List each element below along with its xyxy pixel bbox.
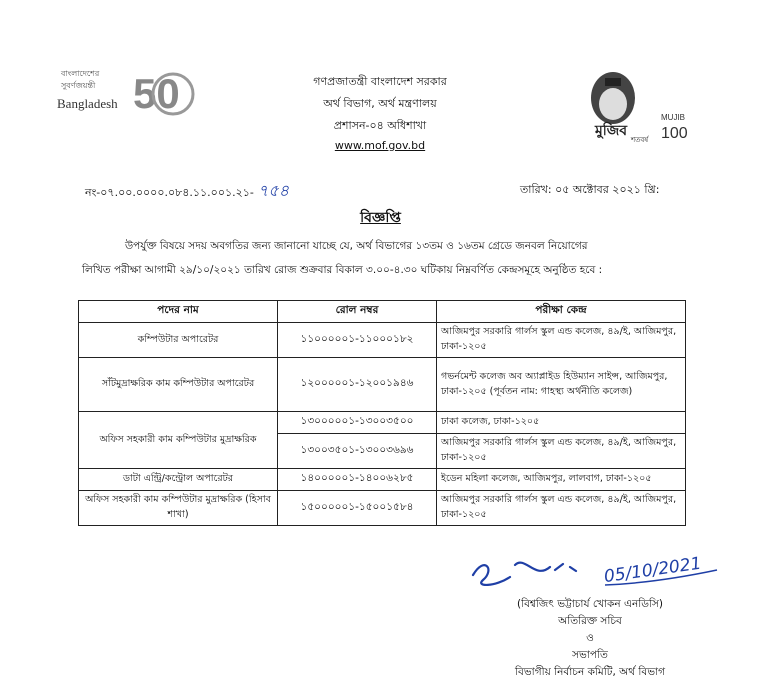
cell-post: অফিস সহকারী কাম কম্পিউটার মুদ্রাক্ষরিক (হিসাব শাখা) bbox=[79, 491, 278, 526]
logo-text-top: বাংলাদেশের bbox=[61, 69, 100, 78]
memo-number-text: নং-০৭.০০.০০০০.০৮৪.১১.০০১.২১- bbox=[85, 186, 254, 199]
table-row bbox=[79, 358, 686, 412]
table-row bbox=[79, 323, 686, 358]
table-row bbox=[79, 491, 686, 526]
golden-jubilee-logo bbox=[55, 62, 200, 142]
logo-mujib-text: মুজিব bbox=[595, 123, 628, 139]
logo-text-mid: সুবর্ণজয়ন্তী bbox=[61, 81, 96, 90]
cell-center: ঢাকা কলেজ, ঢাকা-১২০৫ bbox=[437, 412, 686, 434]
memo-number bbox=[85, 178, 289, 205]
cell-center: আজিমপুর সরকারি গার্লস স্কুল এন্ড কলেজ, ৪৯/ই, আজিমপুর, ঢাকা-১২০৫ bbox=[437, 434, 686, 469]
notice-title: বিজ্ঞপ্তি bbox=[360, 210, 401, 226]
cell-roll: ১২০০০০০১-১২০০১৯৪৬ bbox=[278, 358, 437, 412]
logo-100: 100 bbox=[661, 125, 688, 142]
body-line2: লিখিত পরীক্ষা আগামী ২৯/১০/২০২১ তারিখ রোজ শুক্রবার বিকাল ৩.০০-৪.৩০ ঘটিকায় নিম্নবর্ণিত কেন্দ্রসমূহে অনুষ্ঠিত হবে : bbox=[82, 264, 603, 276]
memo-date: তারিখ: ০৫ অক্টোবর ২০২১ খ্রি: bbox=[520, 183, 660, 196]
logo-shotoborsho: শতবর্ষ bbox=[631, 136, 649, 144]
cell-roll: ১৪০০০০০১-১৪০০৬২৮৫ bbox=[278, 469, 437, 491]
header-section: প্রশাসন-০৪ অধিশাখা bbox=[333, 119, 427, 132]
cell-post: সাঁটমুদ্রাক্ষরিক কাম কম্পিউটার অপারেটর bbox=[79, 358, 278, 412]
signatory-name: (বিশ্বজিৎ ভট্টাচার্য খোকন এনডিসি) bbox=[516, 598, 664, 610]
cell-center: আজিমপুর সরকারি গার্লস স্কুল এন্ড কলেজ, ৪৯/ই, আজিমপুর, ঢাকা-১২০৫ bbox=[437, 491, 686, 526]
signature-scribble bbox=[473, 563, 576, 585]
cell-center: ইডেন মহিলা কলেজ, আজিমপুর, লালবাগ, ঢাকা-১২০৫ bbox=[437, 469, 686, 491]
cell-center: গভর্নমেন্ট কলেজ অব অ্যাপ্লাইড হিউম্যান সাইন্স, আজিমপুর, ঢাকা-১২০৫ (পূর্বতন নাম: গাহস্থ্য অর্থনীতি কলেজ) bbox=[437, 358, 686, 412]
logo-number: 50 bbox=[133, 70, 180, 117]
signature-date: 05/10/2021 bbox=[602, 553, 703, 588]
header-center: পরীক্ষা কেন্দ্র bbox=[437, 301, 686, 323]
cell-post: কম্পিউটার অপারেটর bbox=[79, 323, 278, 358]
header-website-link[interactable]: www.mof.gov.bd bbox=[334, 139, 426, 152]
exam-center-table bbox=[78, 300, 686, 526]
signatory-and: ও bbox=[586, 632, 594, 644]
header-post: পদের নাম bbox=[79, 301, 278, 323]
header-govt: গণপ্রজাতন্ত্রী বাংলাদেশ সরকার bbox=[313, 75, 447, 88]
header-roll: রোল নম্বর bbox=[278, 301, 437, 323]
cell-post: ডাটা এন্ট্রি/কন্ট্রোল অপারেটর bbox=[79, 469, 278, 491]
signatory-role: সভাপতি bbox=[572, 649, 608, 661]
table-row bbox=[79, 469, 686, 491]
handwritten-signature bbox=[455, 525, 745, 595]
body-line1: উপর্যুক্ত বিষয়ে সদয় অবগতির জন্য জানানো যাচ্ছে যে, অর্থ বিভাগের ১৩তম ও ১৬তম গ্রেডে জনবল নিয়োগের bbox=[125, 240, 588, 252]
cell-roll: ১৩০০০০০১-১৩০০৩৫০০ bbox=[278, 412, 437, 434]
cell-roll: ১৫০০০০০১-১৫০০১৫৮৪ bbox=[278, 491, 437, 526]
logo-mujib-en: MUJIB bbox=[661, 113, 685, 122]
logo-text-bangladesh: Bangladesh bbox=[57, 96, 118, 111]
signatory-committee: বিভাগীয় নির্বাচন কমিটি, অর্থ বিভাগ bbox=[515, 666, 665, 678]
table-header-row bbox=[79, 301, 686, 323]
header-ministry: অর্থ বিভাগ, অর্থ মন্ত্রণালয় bbox=[323, 97, 437, 110]
signatory-designation: অতিরিক্ত সচিব bbox=[558, 615, 622, 627]
cell-post: অফিস সহকারী কাম কম্পিউটার মুদ্রাক্ষরিক bbox=[79, 412, 278, 469]
cell-roll: ১৩০০৩৫০১-১৩০০৩৬৯৬ bbox=[278, 434, 437, 469]
cell-roll: ১১০০০০০১-১১০০০১৮২ bbox=[278, 323, 437, 358]
cell-center: আজিমপুর সরকারি গার্লস স্কুল এন্ড কলেজ, ৪৯/ই, আজিমপুর, ঢাকা-১২০৫ bbox=[437, 323, 686, 358]
memo-handwritten-number: ৭৫৪ bbox=[257, 181, 290, 200]
mujib-borsho-logo bbox=[575, 60, 695, 145]
table-row bbox=[79, 412, 686, 434]
